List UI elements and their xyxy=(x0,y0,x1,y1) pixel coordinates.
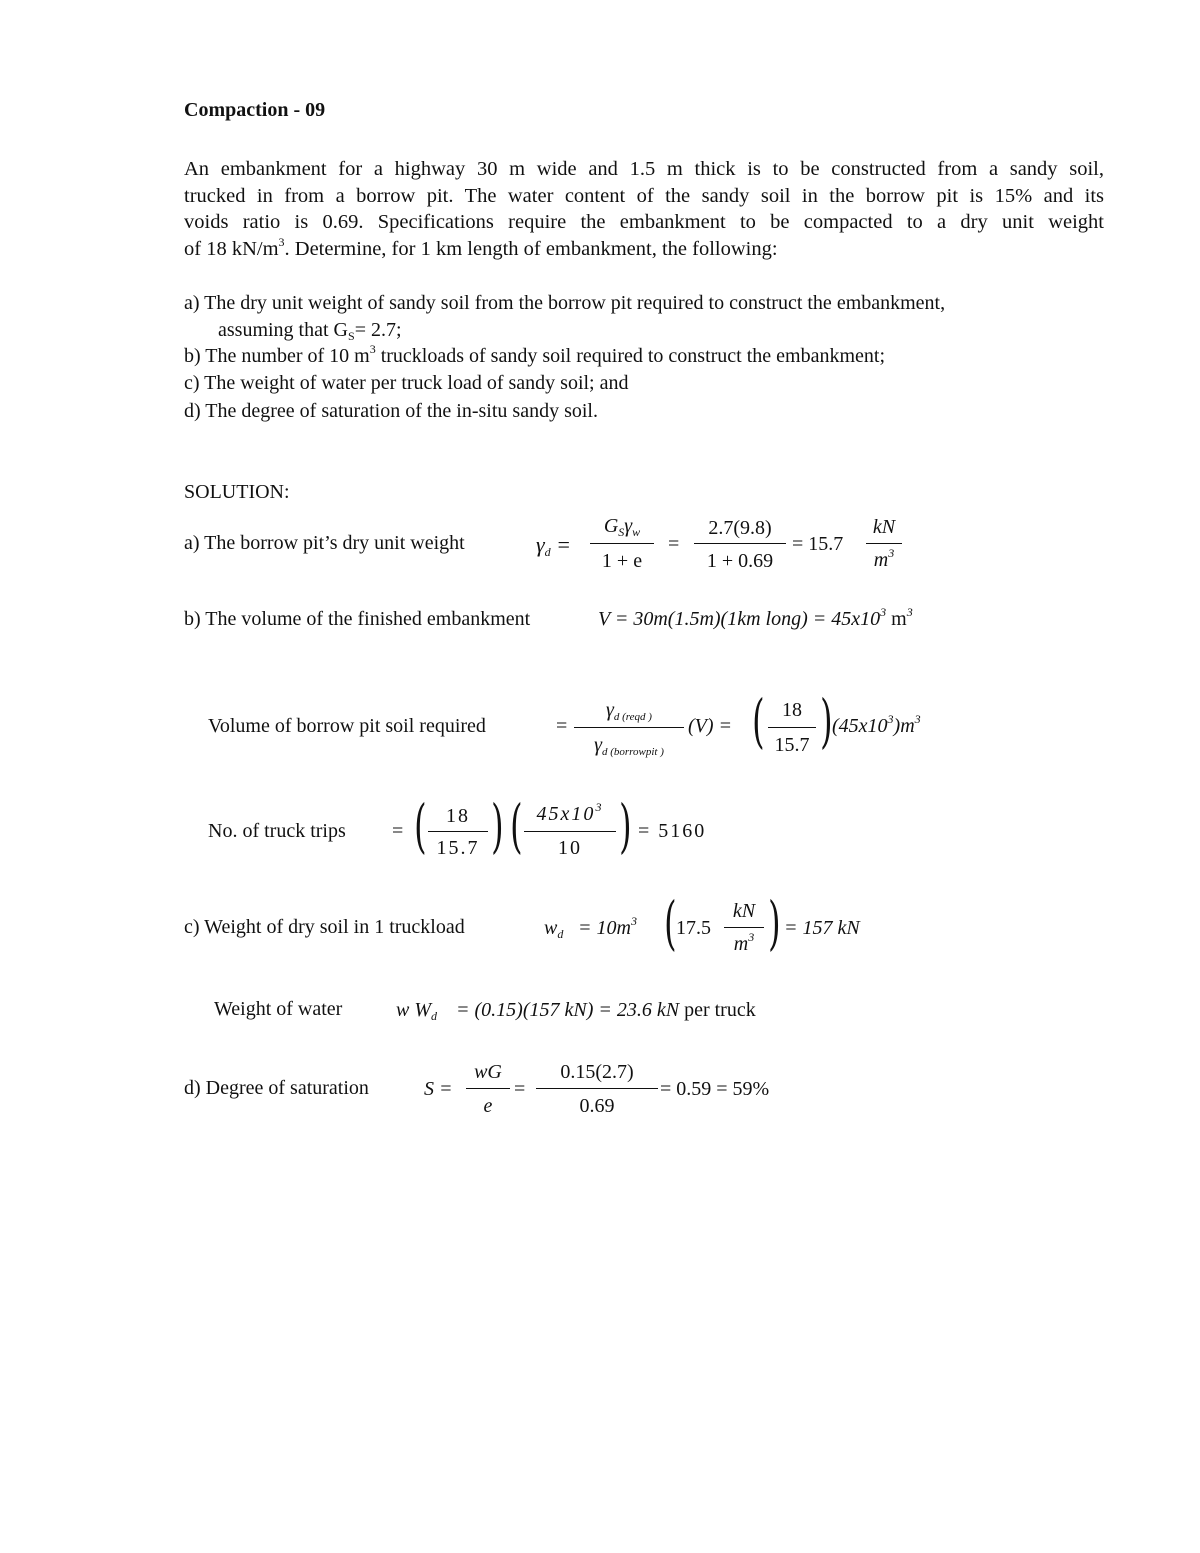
s-symbol: S = xyxy=(424,1078,453,1100)
m3-unit: $m^3$ xyxy=(873,546,895,571)
fraction-bar xyxy=(466,1088,510,1089)
water-expression: = (0.15)(157 kN) = 23.6 kN per truck xyxy=(456,999,756,1021)
equals-sign: = xyxy=(556,715,568,737)
fraction-bar xyxy=(574,727,684,728)
question-b: b) The number of 10 $m^3$ truckloads of sandy soil required to construct the embankment; xyxy=(184,342,886,367)
right-paren: ) xyxy=(820,687,833,755)
kn-unit: kN xyxy=(872,516,896,538)
trips-volume-numerator: $45x10^3$ xyxy=(536,800,604,825)
fraction-bar xyxy=(428,831,488,832)
question-d: d) The degree of saturation of the in-situ sandy soil. xyxy=(184,400,598,422)
problem-line-1: An embankment for a highway 30 m wide and 1.5 m thick is to be constructed from a sandy soil, xyxy=(184,158,1104,180)
wg-numerator: wG xyxy=(474,1061,502,1083)
volume-multiplier: (V) = xyxy=(688,715,733,737)
question-a-line-1: a) The dry unit weight of sandy soil from the borrow pit required to construct the embankment, xyxy=(184,292,946,314)
problem-line-3: voids ratio is 0.69. Specifications require the embankment to be compacted to a dry unit weight xyxy=(184,211,1104,233)
c-inner-value: 17.5 xyxy=(676,917,711,939)
fraction-bar xyxy=(536,1088,658,1089)
solution-c-label: c) Weight of dry soil in 1 truckload xyxy=(184,916,465,938)
left-paren: ( xyxy=(752,687,765,755)
solution-heading: SOLUTION: xyxy=(184,481,290,503)
gs-gamma-w-numerator: $G_S\gamma_w$ xyxy=(603,515,641,539)
ratio-denominator: 15.7 xyxy=(774,734,810,756)
left-paren: ( xyxy=(664,889,677,957)
a-denominator-2: 1 + 0.69 xyxy=(706,550,774,572)
volume-expression: V = 30m(1.5m)(1km long) = $45x10^3$ $m^3$ xyxy=(598,605,913,630)
volume-tail: $(45x10^3)m^3$ xyxy=(832,712,921,737)
c-result: = 157 kN xyxy=(784,917,860,939)
a-denominator-1: 1 + e xyxy=(601,550,643,572)
left-paren: ( xyxy=(510,792,523,860)
d-result: = 0.59 = 59% xyxy=(660,1078,770,1100)
question-a-line-2: assuming that $G_S= 2.7$; xyxy=(218,319,402,343)
volume-label: Volume of borrow pit soil required xyxy=(208,715,486,737)
trips-ratio-denominator: 15.7 xyxy=(436,837,480,859)
d-numerator: 0.15(2.7) xyxy=(560,1061,634,1083)
problem-line-2: trucked in from a borrow pit. The water content of the sandy soil in the borrow pit is 15% and its xyxy=(184,184,1104,207)
trips-ratio-numerator: 18 xyxy=(446,805,470,827)
d-denominator: 0.69 xyxy=(579,1095,615,1117)
kn-unit: kN xyxy=(732,900,756,922)
equals-sign: = xyxy=(392,820,404,842)
fraction-bar xyxy=(768,727,816,728)
solution-a-label: a) The borrow pit’s dry unit weight xyxy=(184,532,465,554)
trips-volume-denominator: 10 xyxy=(558,837,582,859)
right-paren: ) xyxy=(768,889,781,957)
truck-trips-label: No. of truck trips xyxy=(208,820,346,842)
a-numerator-2: 2.7(9.8) xyxy=(708,517,772,539)
fraction-bar xyxy=(724,927,764,928)
gamma-reqd: $\gamma_{d (reqd )}$ xyxy=(606,699,652,723)
question-c: c) The weight of water per truck load of sandy soil; and xyxy=(184,372,629,394)
a-result: = 15.7 xyxy=(792,533,844,555)
page-title: Compaction - 09 xyxy=(184,99,326,121)
ratio-numerator: 18 xyxy=(782,699,802,721)
left-paren: ( xyxy=(414,792,427,860)
right-paren: ) xyxy=(619,792,632,860)
w-wd-symbol: w $W_d$ xyxy=(396,999,437,1023)
problem-statement xyxy=(184,156,1104,262)
water-label: Weight of water xyxy=(214,998,343,1020)
right-paren: ) xyxy=(491,792,504,860)
wd-symbol: $w_d$ xyxy=(544,917,564,941)
fraction-bar xyxy=(590,543,654,544)
e-denominator: e xyxy=(483,1095,493,1117)
fraction-bar xyxy=(866,543,902,544)
trips-result: = 5160 xyxy=(638,820,707,842)
problem-line-4: of 18 $kN/m^3$. Determine, for 1 km length of embankment, the following: xyxy=(184,234,778,260)
fraction-bar xyxy=(694,543,786,544)
c-lhs: = $10m^3$ xyxy=(578,914,637,939)
equals-sign: = xyxy=(514,1078,526,1100)
solution-b-label: b) The volume of the finished embankment xyxy=(184,608,531,630)
m3-unit: $m^3$ xyxy=(733,930,755,955)
fraction-bar xyxy=(524,831,616,832)
equals-sign: = xyxy=(668,533,680,555)
solution-d-label: d) Degree of saturation xyxy=(184,1077,369,1099)
gamma-d-symbol: $\gamma_d$ = xyxy=(536,532,572,559)
gamma-borrowpit: $\gamma_{d (borrowpit )}$ xyxy=(594,734,664,758)
